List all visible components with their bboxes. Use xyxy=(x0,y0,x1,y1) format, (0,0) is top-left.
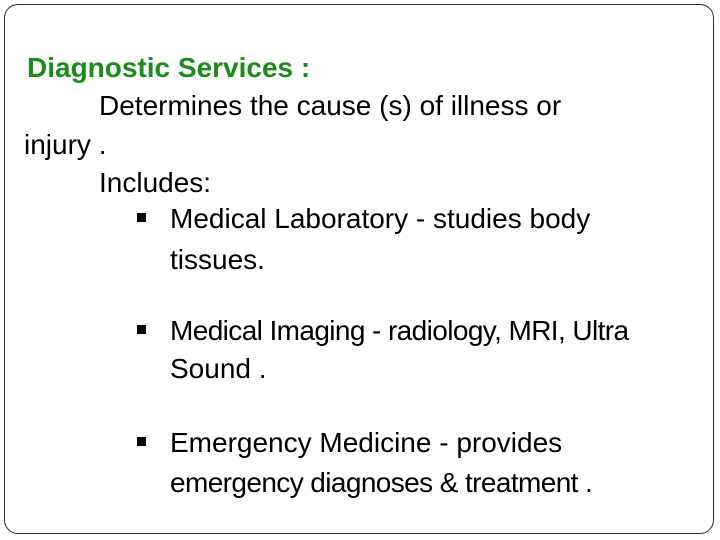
bullet-3-line-2: emergency diagnoses & treatment . xyxy=(170,467,593,498)
square-bullet-icon xyxy=(137,213,146,222)
definition-line-2: injury . xyxy=(24,129,107,160)
bullet-2-line-1: Medical Imaging - radiology, MRI, Ultra xyxy=(170,315,629,346)
bullet-3-line-1: Emergency Medicine - provides xyxy=(170,427,563,458)
square-bullet-icon xyxy=(137,437,146,446)
slide-title: Diagnostic Services : xyxy=(27,52,311,83)
bullet-1-line-1: Medical Laboratory - studies body xyxy=(170,203,591,234)
bullet-1-line-2: tissues. xyxy=(170,244,265,275)
square-bullet-icon xyxy=(137,325,146,334)
bullet-2-line-2: Sound . xyxy=(170,353,267,384)
definition-line-1: Determines the cause (s) of illness or xyxy=(99,90,562,121)
includes-label: Includes: xyxy=(99,167,212,198)
